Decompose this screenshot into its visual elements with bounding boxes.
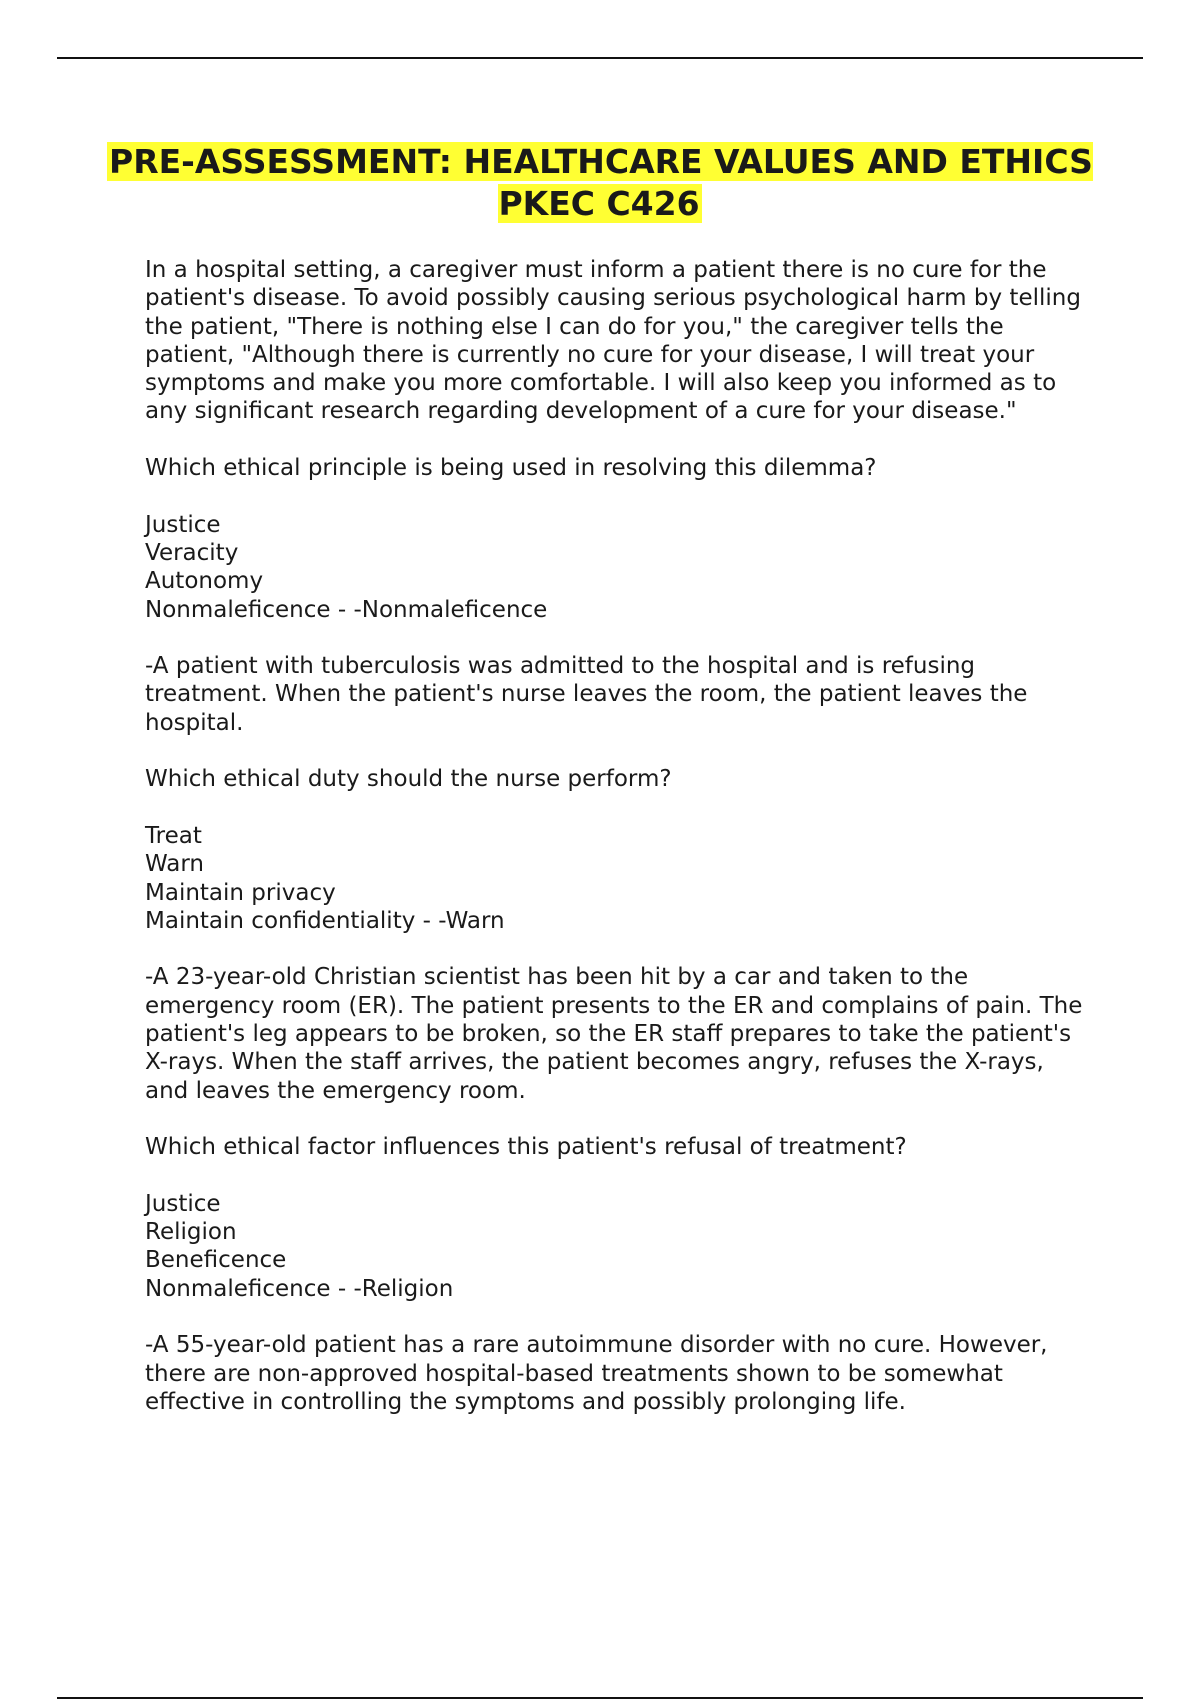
question-2-prompt: Which ethical duty should the nurse perform? <box>145 766 672 793</box>
question-2-stem: -A patient with tuberculosis was admitted to the hospital and is refusing treatment. When the patient's nurse leaves the room, the patient leaves the hospital. <box>145 653 1028 736</box>
document-title-text: PRE-ASSESSMENT: HEALTHCARE VALUES AND ETHICS PKEC C426 <box>109 142 1093 223</box>
document-title <box>100 141 1100 225</box>
question-1-options <box>145 511 1085 624</box>
question-3-option-4-answer: Nonmaleficence - -Religion <box>145 1275 454 1302</box>
top-rule <box>57 57 1143 59</box>
question-3-option-3: Beneficence <box>145 1247 287 1274</box>
question-4-stem: -A 55-year-old patient has a rare autoimmune disorder with no cure. However, there are non-approved hospital-based treatments shown to be somewhat effective in controlling the symptoms and possibly prolonging life. <box>145 1332 1048 1415</box>
question-1-option-3: Autonomy <box>145 568 264 595</box>
bottom-rule <box>57 1697 1143 1699</box>
question-2-options <box>145 822 1085 935</box>
question-3-options <box>145 1190 1085 1303</box>
question-3-option-1: Justice <box>145 1190 221 1217</box>
document-body <box>145 256 1085 1444</box>
question-2-option-3: Maintain privacy <box>145 879 336 906</box>
question-2-option-2: Warn <box>145 851 204 878</box>
question-1-option-4-answer: Nonmaleficence - -Nonmaleficence <box>145 596 548 623</box>
question-1-option-1: Justice <box>145 511 221 538</box>
question-1-stem: In a hospital setting, a caregiver must inform a patient there is no cure for the patient's disease. To avoid possibly causing serious psychological harm by telling the patient, "There is nothing else I can do for you," the caregiver tells the patient, "Although there is currently no cure for your disease, I will treat your symptoms and make you more comfortable. I will also keep you informed as to any significant research regarding development of a cure for your disease." <box>145 257 1081 425</box>
question-3-prompt: Which ethical factor influences this patient's refusal of treatment? <box>145 1134 907 1161</box>
question-2-option-4-answer: Maintain confidentiality - -Warn <box>145 907 505 934</box>
question-2-option-1: Treat <box>145 822 202 849</box>
question-3-stem: -A 23-year-old Christian scientist has been hit by a car and taken to the emergency room (ER). The patient presents to the ER and complains of pain. The patient's leg appears to be broken, so the ER staff prepares to take the patient's X-rays. When the staff arrives, the patient becomes angry, refuses the X-rays, and leaves the emergency room. <box>145 964 1083 1104</box>
question-3-option-2: Religion <box>145 1219 237 1246</box>
question-1-prompt: Which ethical principle is being used in resolving this dilemma? <box>145 455 877 482</box>
question-1-option-2: Veracity <box>145 539 239 566</box>
